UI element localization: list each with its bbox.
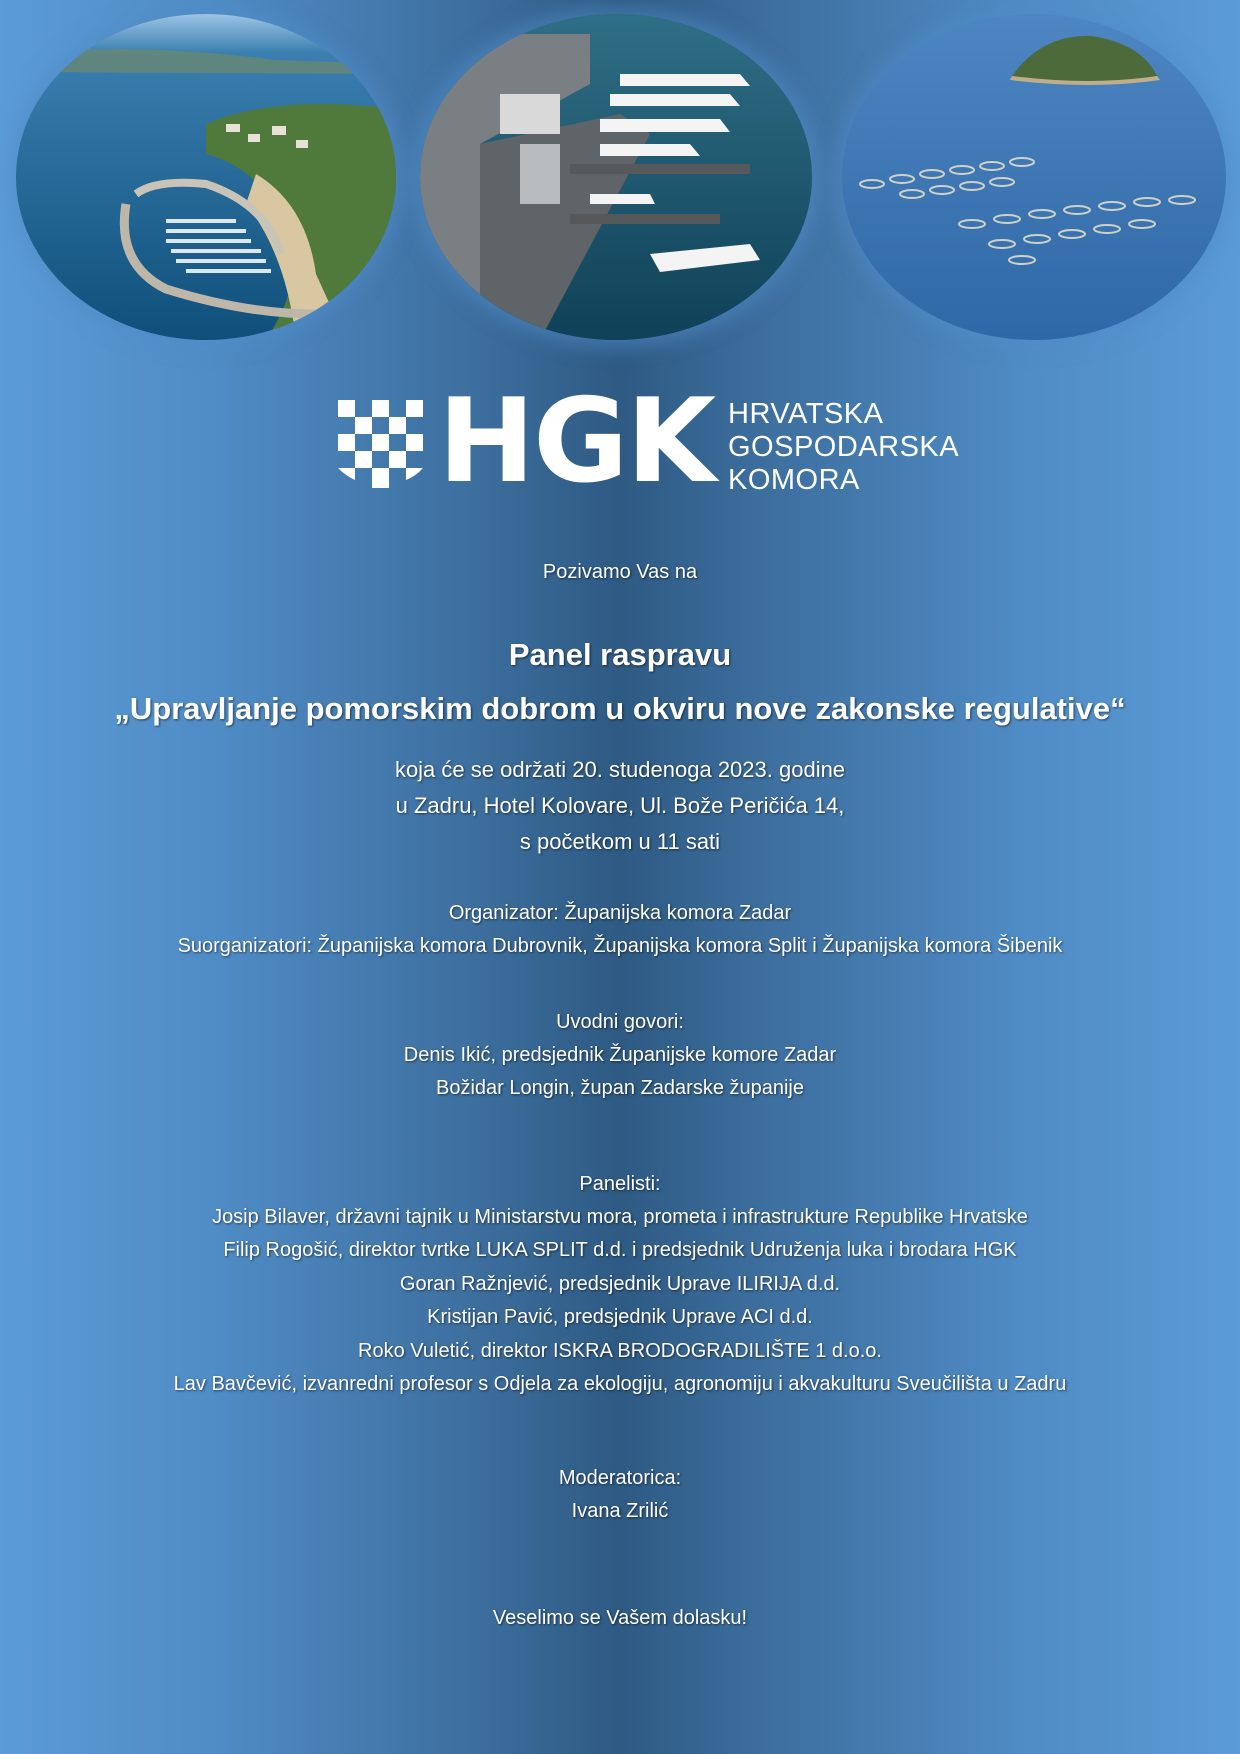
event-date: koja će se održati 20. studenoga 2023. godine [394, 757, 846, 782]
event-location: u Zadru, Hotel Kolovare, Ul. Bože Peričića 14, [395, 793, 845, 818]
hgk-logo [338, 374, 960, 509]
event-subtitle: „Upravljanje pomorskim dobrom u okviru nove zakonske regulative“ [114, 691, 1126, 726]
coorganizers-text: Suorganizatori: Županijska komora Dubrovnik, Županijska komora Split i Županijska komora Šibenik [177, 935, 1063, 957]
marina-aerial-photo [16, 14, 396, 340]
invite-text: Pozivamo Vas na [542, 561, 698, 583]
checkerboard-logo-icon [338, 400, 424, 488]
moderator-name: Ivana Zrilić [571, 1500, 669, 1522]
panelist: Goran Ražnjević, predsjednik Uprave ILIRIJA d.d. [399, 1273, 841, 1295]
organizer-text: Organizator: Županijska komora Zadar [448, 902, 792, 924]
intro-heading: Uvodni govori: [556, 1011, 684, 1033]
intro-speaker: Denis Ikić, predsjednik Županijske komore Zadar [403, 1044, 837, 1066]
moderator-heading: Moderatorica: [558, 1467, 682, 1489]
panel-heading: Panelisti: [579, 1173, 661, 1195]
panelist: Roko Vuletić, direktor ISKRA BRODOGRADILIŠTE 1 d.o.o. [358, 1340, 882, 1362]
panelist: Lav Bavčević, izvanredni profesor s Odjela za ekologiju, agronomiju i akvakulturu Sveučilišta u Zadru [173, 1373, 1067, 1395]
panelist: Kristijan Pavić, predsjednik Uprave ACI d.d. [427, 1306, 813, 1328]
fish-farm-photo [842, 14, 1226, 340]
intro-speaker: Božidar Longin, župan Zadarske županije [435, 1077, 805, 1099]
event-title: Panel raspravu [508, 637, 732, 672]
event-time: s početkom u 11 sati [519, 829, 721, 854]
panelist: Josip Bilaver, državni tajnik u Ministarstvu mora, prometa i infrastrukture Republike Hrvatske [212, 1206, 1028, 1228]
logo-letters: HGK [438, 374, 715, 509]
logo-organization-name [728, 398, 959, 497]
panelist: Filip Rogošić, direktor tvrtke LUKA SPLIT d.d. i predsjednik Udruženja luka i brodara HGK [223, 1239, 1017, 1261]
port-aerial-photo [420, 14, 812, 340]
logo-name-line: KOMORA [728, 464, 860, 496]
closing-text: Veselimo se Vašem dolasku! [492, 1607, 748, 1629]
logo-name-line: HRVATSKA [728, 398, 884, 430]
logo-name-line: GOSPODARSKA [728, 431, 960, 463]
